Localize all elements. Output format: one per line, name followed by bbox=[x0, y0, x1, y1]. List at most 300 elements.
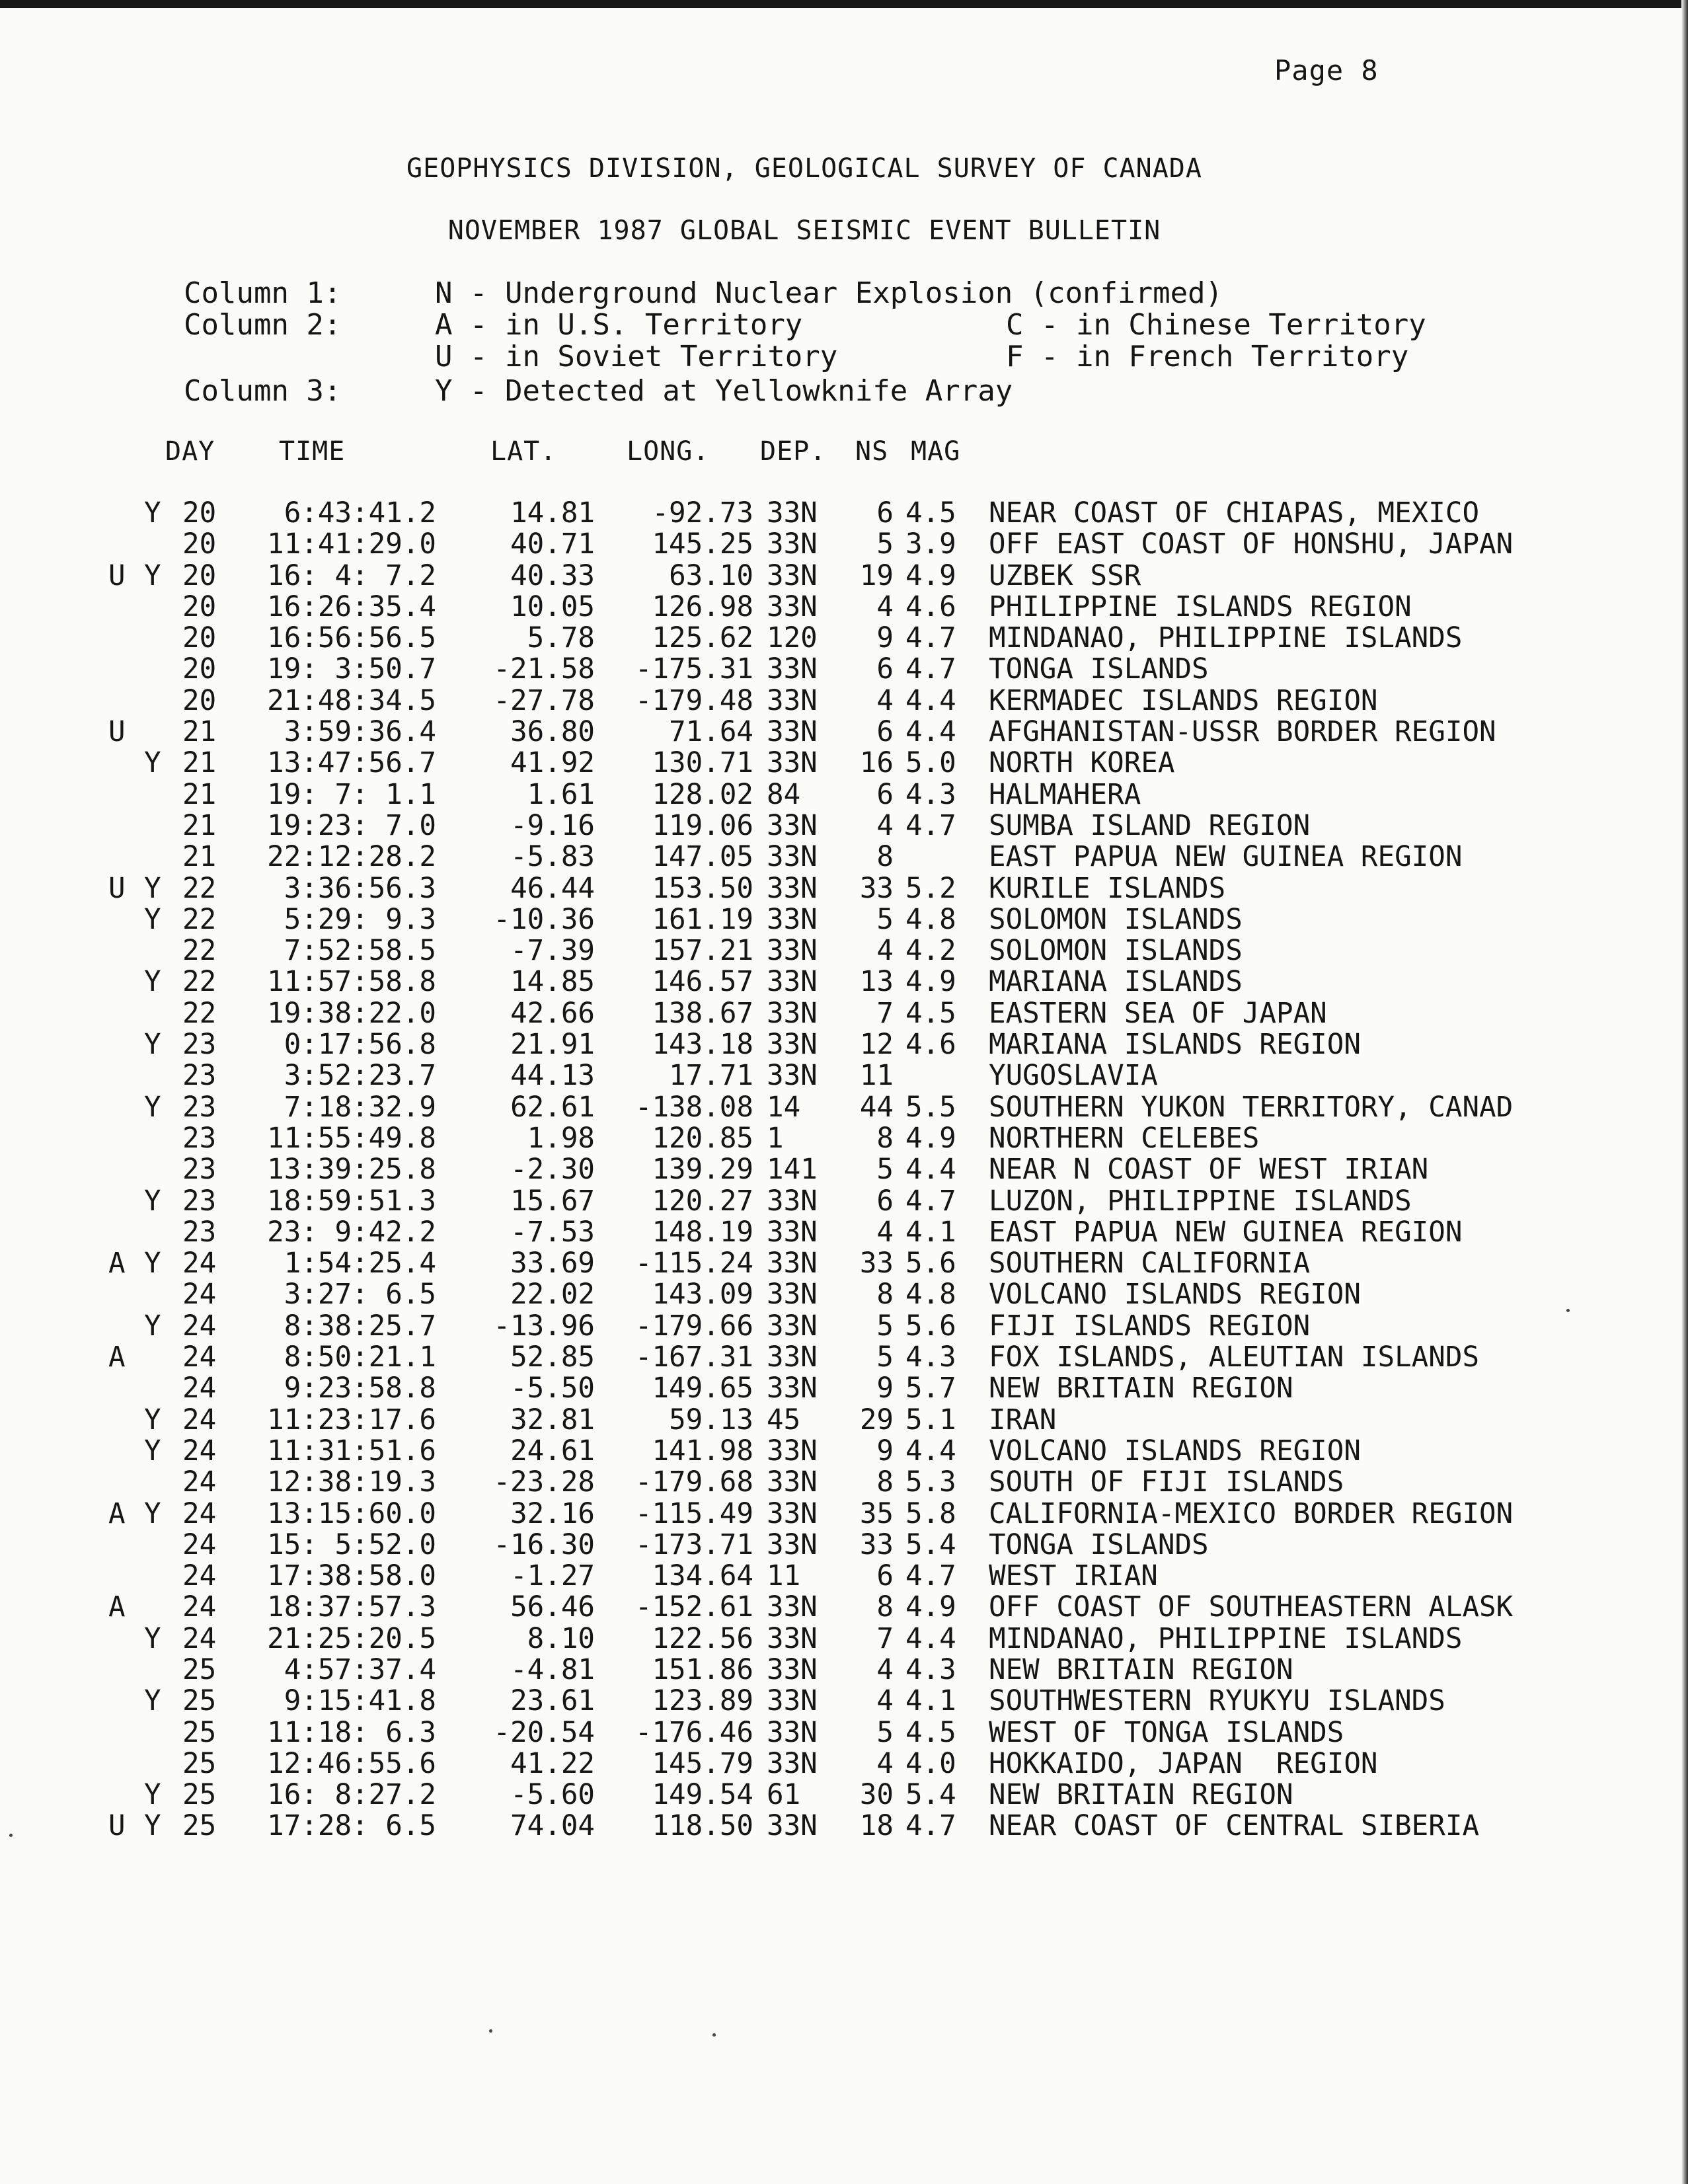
event-time: 1:54:25.4 bbox=[284, 1247, 436, 1280]
event-time: 3:36:56.3 bbox=[284, 872, 436, 905]
event-region: NORTH KOREA bbox=[989, 747, 1175, 780]
event-station-count: 9 bbox=[876, 1434, 894, 1467]
event-latitude: -2.30 bbox=[510, 1153, 595, 1187]
header-day: DAY bbox=[165, 436, 215, 467]
event-station-count: 33 bbox=[859, 872, 894, 905]
event-station-count: 8 bbox=[876, 1122, 894, 1155]
event-station-count: 5 bbox=[876, 1341, 894, 1374]
event-region: EAST PAPUA NEW GUINEA REGION bbox=[989, 1216, 1463, 1249]
event-longitude: 118.50 bbox=[652, 1810, 753, 1843]
column3-flag: Y bbox=[144, 1247, 161, 1280]
event-latitude: -20.54 bbox=[493, 1716, 595, 1749]
event-day: 23 bbox=[182, 1029, 217, 1062]
event-depth: 33N bbox=[767, 1528, 818, 1561]
event-station-count: 35 bbox=[859, 1497, 894, 1530]
event-magnitude: 5.1 bbox=[905, 1403, 956, 1436]
event-day: 24 bbox=[182, 1278, 217, 1311]
event-time: 4:57:37.4 bbox=[284, 1653, 436, 1686]
event-latitude: 8.10 bbox=[527, 1622, 595, 1655]
event-time: 22:12:28.2 bbox=[267, 841, 436, 874]
event-longitude: 120.85 bbox=[652, 1122, 753, 1155]
event-time: 18:37:57.3 bbox=[267, 1591, 436, 1624]
event-longitude: 139.29 bbox=[652, 1153, 753, 1187]
legend-definition-alt: F - in French Territory bbox=[1006, 340, 1409, 373]
event-latitude: 41.92 bbox=[510, 747, 595, 780]
event-longitude: 134.64 bbox=[652, 1560, 753, 1593]
scan-edge-top bbox=[0, 0, 1688, 8]
event-latitude: 52.85 bbox=[510, 1341, 595, 1374]
legend-definition: A - in U.S. Territory bbox=[435, 308, 803, 342]
event-latitude: 14.81 bbox=[510, 497, 595, 529]
event-longitude: 17.71 bbox=[669, 1060, 753, 1093]
event-latitude: 23.61 bbox=[510, 1685, 595, 1718]
event-depth: 33N bbox=[767, 935, 818, 968]
event-region: NEW BRITAIN REGION bbox=[989, 1779, 1293, 1812]
legend-label: Column 3: bbox=[184, 374, 342, 408]
event-depth: 84 bbox=[767, 778, 801, 811]
event-latitude: -9.16 bbox=[510, 809, 595, 842]
event-depth: 33N bbox=[767, 1029, 818, 1062]
event-longitude: -179.66 bbox=[634, 1309, 753, 1343]
event-time: 12:46:55.6 bbox=[267, 1747, 436, 1780]
event-latitude: 42.66 bbox=[510, 997, 595, 1030]
event-time: 11:23:17.6 bbox=[267, 1403, 436, 1436]
event-region: YUGOSLAVIA bbox=[989, 1060, 1158, 1093]
bulletin-title: NOVEMBER 1987 GLOBAL SEISMIC EVENT BULLETIN bbox=[447, 215, 1161, 246]
event-depth: 14 bbox=[767, 1091, 801, 1124]
event-latitude: 56.46 bbox=[510, 1591, 595, 1624]
event-station-count: 4 bbox=[876, 1653, 894, 1686]
event-station-count: 6 bbox=[876, 1560, 894, 1593]
event-longitude: 141.98 bbox=[652, 1434, 753, 1467]
event-region: SOUTH OF FIJI ISLANDS bbox=[989, 1466, 1344, 1499]
event-depth: 33N bbox=[767, 1591, 818, 1624]
event-time: 17:28: 6.5 bbox=[267, 1810, 436, 1843]
event-latitude: -23.28 bbox=[493, 1466, 595, 1499]
event-region: VOLCANO ISLANDS REGION bbox=[989, 1278, 1361, 1311]
event-time: 21:48:34.5 bbox=[267, 684, 436, 717]
event-longitude: 123.89 bbox=[652, 1685, 753, 1718]
event-magnitude: 5.0 bbox=[905, 747, 956, 780]
event-depth: 1 bbox=[767, 1122, 784, 1155]
event-region: KURILE ISLANDS bbox=[989, 872, 1226, 905]
event-region: HOKKAIDO, JAPAN REGION bbox=[989, 1747, 1378, 1780]
event-latitude: -1.27 bbox=[510, 1560, 595, 1593]
page-number: Page 8 bbox=[1274, 54, 1379, 87]
event-depth: 33N bbox=[767, 1497, 818, 1530]
event-latitude: 14.85 bbox=[510, 966, 595, 999]
event-magnitude: 4.5 bbox=[905, 997, 956, 1030]
column3-flag: Y bbox=[144, 1309, 161, 1343]
column1-flag: A bbox=[108, 1247, 126, 1280]
event-station-count: 6 bbox=[876, 1185, 894, 1218]
event-longitude: 122.56 bbox=[652, 1622, 753, 1655]
event-day: 24 bbox=[182, 1528, 217, 1561]
event-depth: 33N bbox=[767, 1810, 818, 1843]
event-latitude: 22.02 bbox=[510, 1278, 595, 1311]
event-station-count: 5 bbox=[876, 903, 894, 936]
event-longitude: -175.31 bbox=[634, 653, 753, 686]
event-region: SOLOMON ISLANDS bbox=[989, 935, 1243, 968]
event-latitude: 40.33 bbox=[510, 559, 595, 592]
event-magnitude: 4.3 bbox=[905, 1653, 956, 1686]
event-station-count: 33 bbox=[859, 1528, 894, 1561]
event-longitude: 71.64 bbox=[669, 716, 753, 749]
event-latitude: 24.61 bbox=[510, 1434, 595, 1467]
legend-row-column1 bbox=[184, 278, 1426, 309]
event-latitude: 46.44 bbox=[510, 872, 595, 905]
event-longitude: -167.31 bbox=[634, 1341, 753, 1374]
event-longitude: 128.02 bbox=[652, 778, 753, 811]
event-latitude: 21.91 bbox=[510, 1029, 595, 1062]
event-depth: 33N bbox=[767, 528, 818, 561]
scan-speck bbox=[712, 2033, 716, 2037]
event-day: 23 bbox=[182, 1060, 217, 1093]
event-magnitude: 4.9 bbox=[905, 1591, 956, 1624]
event-time: 23: 9:42.2 bbox=[267, 1216, 436, 1249]
event-latitude: -5.60 bbox=[510, 1779, 595, 1812]
header-mag: MAG bbox=[911, 436, 961, 467]
event-depth: 33N bbox=[767, 590, 818, 623]
event-depth: 141 bbox=[767, 1153, 818, 1187]
event-depth: 33N bbox=[767, 653, 818, 686]
event-magnitude: 4.3 bbox=[905, 1341, 956, 1374]
event-magnitude: 4.1 bbox=[905, 1216, 956, 1249]
event-time: 5:29: 9.3 bbox=[284, 903, 436, 936]
event-time: 19: 7: 1.1 bbox=[267, 778, 436, 811]
event-region: UZBEK SSR bbox=[989, 559, 1141, 592]
event-depth: 45 bbox=[767, 1403, 801, 1436]
header-time: TIME bbox=[279, 436, 346, 467]
event-station-count: 8 bbox=[876, 1466, 894, 1499]
event-longitude: -92.73 bbox=[652, 497, 753, 529]
column1-flag: A bbox=[108, 1591, 126, 1624]
event-station-count: 16 bbox=[859, 747, 894, 780]
event-region: MINDANAO, PHILIPPINE ISLANDS bbox=[989, 622, 1463, 655]
event-magnitude: 5.4 bbox=[905, 1779, 956, 1812]
event-station-count: 9 bbox=[876, 1372, 894, 1405]
event-magnitude: 5.5 bbox=[905, 1091, 956, 1124]
event-longitude: 151.86 bbox=[652, 1653, 753, 1686]
event-longitude: -173.71 bbox=[634, 1528, 753, 1561]
event-magnitude: 4.4 bbox=[905, 1622, 956, 1655]
event-day: 25 bbox=[182, 1685, 217, 1718]
event-region: SOUTHWESTERN RYUKYU ISLANDS bbox=[989, 1685, 1445, 1718]
event-station-count: 8 bbox=[876, 841, 894, 874]
event-magnitude: 5.3 bbox=[905, 1466, 956, 1499]
scan-edge-right bbox=[1681, 0, 1688, 2184]
event-depth: 33N bbox=[767, 841, 818, 874]
event-day: 23 bbox=[182, 1153, 217, 1187]
legend-row-column2 bbox=[184, 309, 1426, 341]
event-day: 23 bbox=[182, 1122, 217, 1155]
column3-flag: Y bbox=[144, 497, 161, 529]
event-station-count: 4 bbox=[876, 1685, 894, 1718]
event-latitude: 44.13 bbox=[510, 1060, 595, 1093]
event-time: 15: 5:52.0 bbox=[267, 1528, 436, 1561]
event-depth: 33N bbox=[767, 497, 818, 529]
event-day: 22 bbox=[182, 903, 217, 936]
event-depth: 33N bbox=[767, 1685, 818, 1718]
header-lat: LAT. bbox=[490, 436, 557, 467]
legend-label bbox=[184, 341, 435, 373]
event-depth: 33N bbox=[767, 903, 818, 936]
column3-flag: Y bbox=[144, 1779, 161, 1812]
event-day: 23 bbox=[182, 1091, 217, 1124]
legend-row-column2-cont bbox=[184, 341, 1426, 373]
event-region: FIJI ISLANDS REGION bbox=[989, 1309, 1311, 1343]
event-day: 24 bbox=[182, 1434, 217, 1467]
event-magnitude: 4.9 bbox=[905, 966, 956, 999]
column3-flag: Y bbox=[144, 1185, 161, 1218]
event-region: MARIANA ISLANDS REGION bbox=[989, 1029, 1361, 1062]
event-station-count: 4 bbox=[876, 935, 894, 968]
event-day: 21 bbox=[182, 747, 217, 780]
column3-flag: Y bbox=[144, 1434, 161, 1467]
event-day: 25 bbox=[182, 1747, 217, 1780]
event-magnitude: 5.6 bbox=[905, 1309, 956, 1343]
event-region: FOX ISLANDS, ALEUTIAN ISLANDS bbox=[989, 1341, 1480, 1374]
legend-definition-alt: C - in Chinese Territory bbox=[1006, 308, 1426, 342]
event-time: 19: 3:50.7 bbox=[267, 653, 436, 686]
event-longitude: 126.98 bbox=[652, 590, 753, 623]
event-station-count: 30 bbox=[859, 1779, 894, 1812]
column3-flag: Y bbox=[144, 1622, 161, 1655]
event-latitude: -5.83 bbox=[510, 841, 595, 874]
column3-flag: Y bbox=[144, 747, 161, 780]
event-region: SOLOMON ISLANDS bbox=[989, 903, 1243, 936]
event-longitude: 149.54 bbox=[652, 1779, 753, 1812]
event-latitude: 10.05 bbox=[510, 590, 595, 623]
column-legend bbox=[184, 278, 1426, 407]
event-time: 13:39:25.8 bbox=[267, 1153, 436, 1187]
event-magnitude: 4.3 bbox=[905, 778, 956, 811]
event-region: SOUTHERN YUKON TERRITORY, CANAD bbox=[989, 1091, 1514, 1124]
event-magnitude: 4.7 bbox=[905, 809, 956, 842]
event-latitude: -5.50 bbox=[510, 1372, 595, 1405]
event-latitude: 5.78 bbox=[527, 622, 595, 655]
event-depth: 33N bbox=[767, 716, 818, 749]
event-magnitude: 3.9 bbox=[905, 528, 956, 561]
event-depth: 61 bbox=[767, 1779, 801, 1812]
event-day: 20 bbox=[182, 590, 217, 623]
event-day: 22 bbox=[182, 872, 217, 905]
event-station-count: 4 bbox=[876, 1747, 894, 1780]
event-depth: 33N bbox=[767, 1747, 818, 1780]
event-magnitude: 5.2 bbox=[905, 872, 956, 905]
event-region: NEAR COAST OF CENTRAL SIBERIA bbox=[989, 1810, 1480, 1843]
event-day: 20 bbox=[182, 622, 217, 655]
event-time: 8:38:25.7 bbox=[284, 1309, 436, 1343]
event-depth: 33N bbox=[767, 997, 818, 1030]
event-station-count: 4 bbox=[876, 809, 894, 842]
event-magnitude: 4.1 bbox=[905, 1685, 956, 1718]
event-time: 16:56:56.5 bbox=[267, 622, 436, 655]
event-time: 7:18:32.9 bbox=[284, 1091, 436, 1124]
event-longitude: 59.13 bbox=[669, 1403, 753, 1436]
event-time: 18:59:51.3 bbox=[267, 1185, 436, 1218]
event-region: AFGHANISTAN-USSR BORDER REGION bbox=[989, 716, 1496, 749]
event-day: 24 bbox=[182, 1497, 217, 1530]
event-magnitude: 4.4 bbox=[905, 1153, 956, 1187]
event-magnitude: 4.8 bbox=[905, 903, 956, 936]
event-day: 21 bbox=[182, 841, 217, 874]
column1-flag: U bbox=[108, 716, 126, 749]
event-depth: 33N bbox=[767, 747, 818, 780]
event-station-count: 4 bbox=[876, 684, 894, 717]
column3-flag: Y bbox=[144, 1810, 161, 1843]
event-magnitude: 4.7 bbox=[905, 653, 956, 686]
event-latitude: 74.04 bbox=[510, 1810, 595, 1843]
scan-speck bbox=[489, 2029, 492, 2033]
event-magnitude: 4.6 bbox=[905, 590, 956, 623]
event-time: 3:52:23.7 bbox=[284, 1060, 436, 1093]
event-longitude: 148.19 bbox=[652, 1216, 753, 1249]
event-latitude: 36.80 bbox=[510, 716, 595, 749]
event-longitude: -179.48 bbox=[634, 684, 753, 717]
event-time: 17:38:58.0 bbox=[267, 1560, 436, 1593]
event-day: 21 bbox=[182, 778, 217, 811]
column1-flag: A bbox=[108, 1497, 126, 1530]
event-station-count: 5 bbox=[876, 1153, 894, 1187]
event-longitude: 146.57 bbox=[652, 966, 753, 999]
event-longitude: 157.21 bbox=[652, 935, 753, 968]
event-longitude: -138.08 bbox=[634, 1091, 753, 1124]
event-longitude: 147.05 bbox=[652, 841, 753, 874]
event-time: 21:25:20.5 bbox=[267, 1622, 436, 1655]
event-magnitude: 4.7 bbox=[905, 1560, 956, 1593]
event-longitude: -176.46 bbox=[634, 1716, 753, 1749]
column1-flag: A bbox=[108, 1341, 126, 1374]
event-time: 0:17:56.8 bbox=[284, 1029, 436, 1062]
event-region: MARIANA ISLANDS bbox=[989, 966, 1243, 999]
event-longitude: 63.10 bbox=[669, 559, 753, 592]
event-magnitude: 5.6 bbox=[905, 1247, 956, 1280]
event-region: PHILIPPINE ISLANDS REGION bbox=[989, 590, 1412, 623]
event-depth: 120 bbox=[767, 622, 818, 655]
event-day: 22 bbox=[182, 997, 217, 1030]
event-region: WEST IRIAN bbox=[989, 1560, 1158, 1593]
event-latitude: -21.58 bbox=[493, 653, 595, 686]
event-latitude: 32.16 bbox=[510, 1497, 595, 1530]
event-time: 16:26:35.4 bbox=[267, 590, 436, 623]
event-region: EASTERN SEA OF JAPAN bbox=[989, 997, 1327, 1030]
event-time: 11:57:58.8 bbox=[267, 966, 436, 999]
event-day: 23 bbox=[182, 1185, 217, 1218]
event-region: OFF COAST OF SOUTHEASTERN ALASK bbox=[989, 1591, 1514, 1624]
event-time: 6:43:41.2 bbox=[284, 497, 436, 529]
legend-label: Column 2: bbox=[184, 308, 342, 342]
event-latitude: -4.81 bbox=[510, 1653, 595, 1686]
event-day: 24 bbox=[182, 1560, 217, 1593]
event-day: 25 bbox=[182, 1810, 217, 1843]
event-day: 25 bbox=[182, 1653, 217, 1686]
event-day: 24 bbox=[182, 1309, 217, 1343]
event-station-count: 4 bbox=[876, 1216, 894, 1249]
event-region: NORTHERN CELEBES bbox=[989, 1122, 1260, 1155]
event-region: NEW BRITAIN REGION bbox=[989, 1372, 1293, 1405]
event-magnitude: 5.4 bbox=[905, 1528, 956, 1561]
header-ns: NS bbox=[855, 436, 889, 467]
event-depth: 33N bbox=[767, 1434, 818, 1467]
event-magnitude: 4.5 bbox=[905, 497, 956, 529]
event-latitude: -7.39 bbox=[510, 935, 595, 968]
event-region: OFF EAST COAST OF HONSHU, JAPAN bbox=[989, 528, 1514, 561]
event-longitude: 120.27 bbox=[652, 1185, 753, 1218]
event-station-count: 19 bbox=[859, 559, 894, 592]
event-longitude: 130.71 bbox=[652, 747, 753, 780]
event-station-count: 6 bbox=[876, 716, 894, 749]
event-day: 20 bbox=[182, 528, 217, 561]
event-time: 16: 4: 7.2 bbox=[267, 559, 436, 592]
event-latitude: 33.69 bbox=[510, 1247, 595, 1280]
column3-flag: Y bbox=[144, 1029, 161, 1062]
event-longitude: -152.61 bbox=[634, 1591, 753, 1624]
column3-flag: Y bbox=[144, 1497, 161, 1530]
event-latitude: 41.22 bbox=[510, 1747, 595, 1780]
event-day: 24 bbox=[182, 1341, 217, 1374]
event-time: 7:52:58.5 bbox=[284, 935, 436, 968]
event-depth: 33N bbox=[767, 872, 818, 905]
event-day: 24 bbox=[182, 1247, 217, 1280]
event-station-count: 18 bbox=[859, 1810, 894, 1843]
event-magnitude: 4.2 bbox=[905, 935, 956, 968]
event-day: 21 bbox=[182, 809, 217, 842]
event-longitude: 161.19 bbox=[652, 903, 753, 936]
event-station-count: 5 bbox=[876, 1716, 894, 1749]
event-station-count: 4 bbox=[876, 590, 894, 623]
legend-definition: N - Underground Nuclear Explosion (confirmed) bbox=[435, 276, 1223, 310]
event-station-count: 6 bbox=[876, 653, 894, 686]
event-depth: 33N bbox=[767, 1278, 818, 1311]
column3-flag: Y bbox=[144, 1091, 161, 1124]
event-magnitude: 4.7 bbox=[905, 1185, 956, 1218]
event-day: 24 bbox=[182, 1591, 217, 1624]
event-depth: 33N bbox=[767, 809, 818, 842]
header-dep: DEP. bbox=[760, 436, 827, 467]
event-station-count: 5 bbox=[876, 1309, 894, 1343]
event-latitude: 62.61 bbox=[510, 1091, 595, 1124]
event-region: TONGA ISLANDS bbox=[989, 653, 1209, 686]
event-station-count: 13 bbox=[859, 966, 894, 999]
event-magnitude: 4.4 bbox=[905, 1434, 956, 1467]
event-latitude: 32.81 bbox=[510, 1403, 595, 1436]
event-time: 19:23: 7.0 bbox=[267, 809, 436, 842]
event-region: KERMADEC ISLANDS REGION bbox=[989, 684, 1378, 717]
event-time: 12:38:19.3 bbox=[267, 1466, 436, 1499]
event-station-count: 44 bbox=[859, 1091, 894, 1124]
event-time: 13:15:60.0 bbox=[267, 1497, 436, 1530]
event-magnitude: 4.7 bbox=[905, 622, 956, 655]
column3-flag: Y bbox=[144, 1685, 161, 1718]
event-longitude: 119.06 bbox=[652, 809, 753, 842]
event-latitude: 1.61 bbox=[527, 778, 595, 811]
event-depth: 33N bbox=[767, 1309, 818, 1343]
event-longitude: -179.68 bbox=[634, 1466, 753, 1499]
event-magnitude: 5.7 bbox=[905, 1372, 956, 1405]
division-title: GEOPHYSICS DIVISION, GEOLOGICAL SURVEY OF CANADA bbox=[406, 153, 1202, 184]
event-station-count: 8 bbox=[876, 1278, 894, 1311]
event-region: NEW BRITAIN REGION bbox=[989, 1653, 1293, 1686]
column3-flag: Y bbox=[144, 559, 161, 592]
event-longitude: 153.50 bbox=[652, 872, 753, 905]
column1-flag: U bbox=[108, 559, 126, 592]
event-longitude: -115.24 bbox=[634, 1247, 753, 1280]
event-depth: 33N bbox=[767, 559, 818, 592]
event-longitude: 138.67 bbox=[652, 997, 753, 1030]
event-longitude: 125.62 bbox=[652, 622, 753, 655]
event-day: 24 bbox=[182, 1403, 217, 1436]
